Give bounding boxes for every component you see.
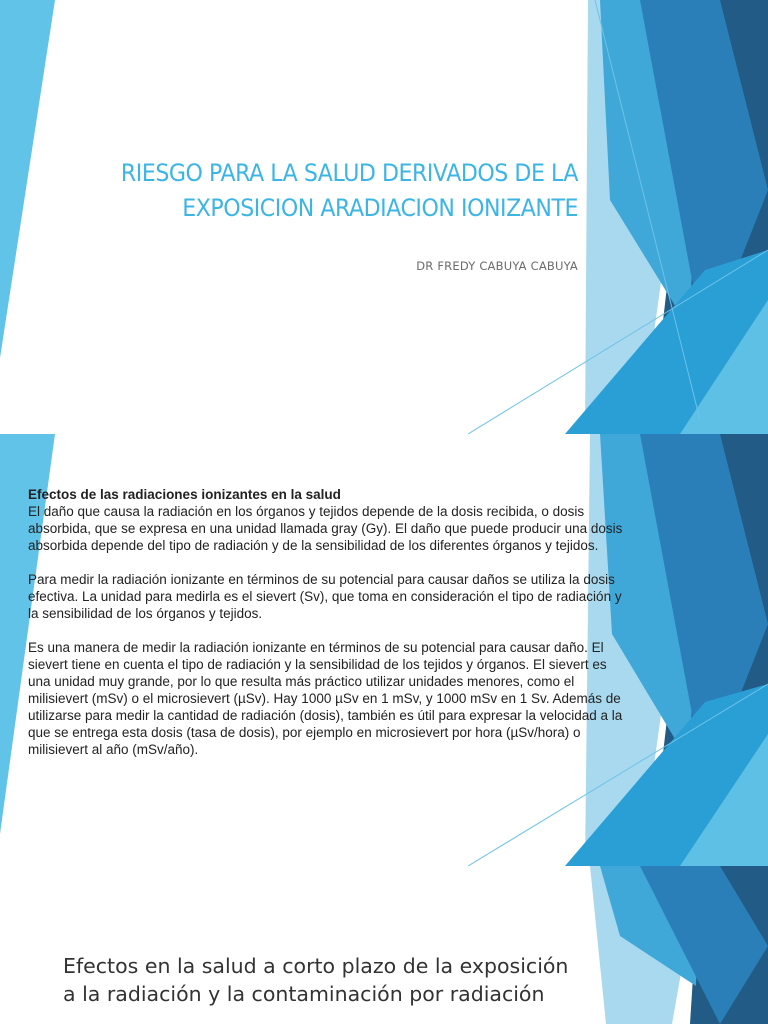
section-heading: Efectos de las radiaciones ionizantes en la salud <box>28 487 341 502</box>
left-accent-triangle <box>0 0 55 358</box>
body-paragraph: Para medir la radiación ionizante en términos de su potencial para causar daños se utiliza la dosis efectiva. La unidad para medirla es el sievert (Sv), que toma en consideración el tipo de radiación y la sensibilidad de los órganos y tejidos. <box>28 572 622 621</box>
body-paragraph: Es una manera de medir la radiación ionizante en términos de su potencial para causar daño. El sievert tiene en cuenta el tipo de radiación y la sensibilidad de los tejidos y órganos. El sievert es una unidad muy grande, por lo que resulta más práctico utilizar unidades menores, como el milisievert (mSv) o el microsievert (µSv). Hay 1000 µSv en 1 mSv, y 1000 mSv en 1 Sv. Además de utilizarse para medir la cantidad de radiación (dosis), también es útil para expresar la velocidad a la que se entrega esta dosis (tasa de dosis), por ejemplo en microsievert por hora (µSv/hora) o milisievert al año (mSv/año). <box>28 640 623 757</box>
slide-title: Efectos en la salud a corto plazo de la exposición a la radiación y la contaminación por radiación <box>63 954 569 1006</box>
title-slide <box>0 0 768 434</box>
body-paragraph: El daño que causa la radiación en los órganos y tejidos depende de la dosis recibida, o dosis absorbida, que se expresa en una unidad llamada gray (Gy). El daño que puede producir una dosis absorbida depende del tipo de radiación y de la sensibilidad de los diferentes órganos y tejidos. <box>28 504 623 553</box>
slide-subtitle: DR FREDY CABUYA CABUYA <box>416 259 578 273</box>
content-slide <box>0 866 768 1024</box>
slide-body-text <box>28 486 628 775</box>
slide-title: RIESGO PARA LA SALUD DERIVADOS DE LA EXPOSICION ARADIACION IONIZANTE <box>120 159 579 222</box>
content-slide <box>0 434 768 866</box>
